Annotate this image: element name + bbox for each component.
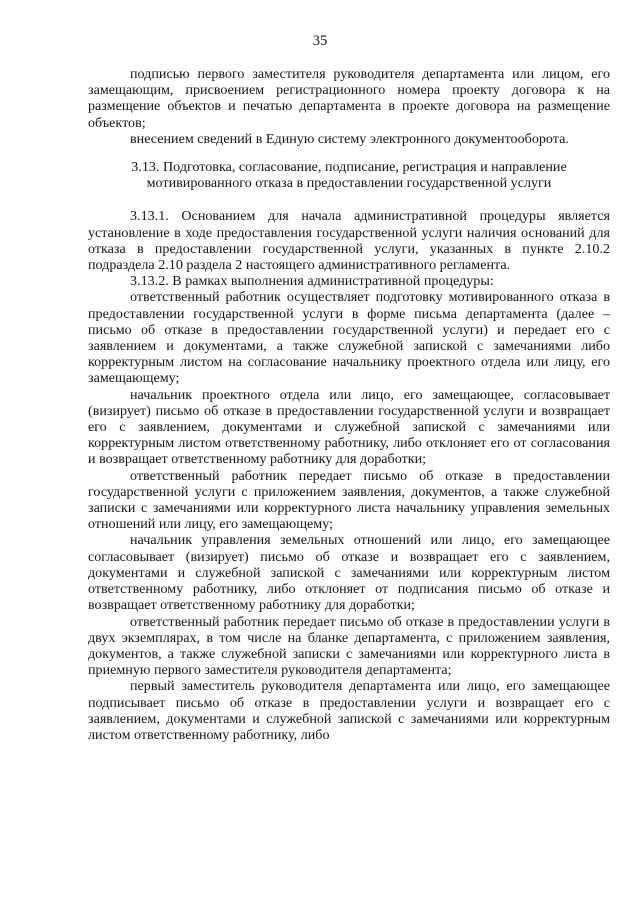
section-heading: 3.13. Подготовка, согласование, подписание, регистрация и направление мотивированного отказа в предоставлении государственной услуги xyxy=(131,159,567,192)
document-body xyxy=(88,66,610,743)
paragraph: внесением сведений в Единую систему электронного документооборота. xyxy=(130,130,569,147)
paragraph: начальник проектного отдела или лицо, его замещающее, согласовывает (визирует) письмо об отказе в предоставлении государственной услуги и возвращает его с заявлением, документами и служебной запиской с замечаниями или корректурным листом ответственному работнику, либо отклоняет его от согласования и возвращает ответственному работнику для доработки; xyxy=(88,386,610,468)
paragraph: 3.13.2. В рамках выполнения административной процедуры: xyxy=(130,273,494,290)
paragraph: первый заместитель руководителя департамента или лицо, его замещающее подписывает письмо об отказе в предоставлении услуги и возвращает его с заявлением, документами и служебной запиской с замечаниями или корректурным листом ответственному работнику, либо xyxy=(88,678,610,743)
paragraph: 3.13.1. Основанием для начала административной процедуры является установление в ходе предоставления государственной услуги наличия оснований для отказа в предоставлении государственной услуги, указанных в пункте 2.10.2 подраздела 2.10 раздела 2 настоящего административного регламента. xyxy=(88,208,610,274)
paragraph: ответственный работник передает письмо об отказе в предоставлении государственной услуги с приложением заявления, документов, а также служебной записки с замечаниями или корректурного листа начальнику управления земельных отношений или лицу, его замещающему; xyxy=(88,467,610,533)
paragraph: ответственный работник передает письмо об отказе в предоставлении услуги в двух экземплярах, в том числе на бланке департамента, с приложением заявления, документов, а также служебной записки с замечаниями или корректурного листа в приемную первого заместителя руководителя департамента; xyxy=(88,613,610,679)
paragraph: подписью первого заместителя руководителя департамента или лицом, его замещающим, присвоением регистрационного номера проекту договора к на размещение объектов и печатью департамента в проекте договора на размещение объектов; xyxy=(88,66,610,131)
paragraph: ответственный работник осуществляет подготовку мотивированного отказа в предоставлении государственной услуги в форме письма департамента (далее – письмо об отказе в предоставлении государственной услуги) и передает его с заявлением и документами, а также служебной запиской с замечаниями либо корректурным листом на согласование начальнику проектного отдела или лицу, его замещающему; xyxy=(88,289,610,387)
page-number: 35 xyxy=(312,33,328,49)
paragraph: начальник управления земельных отношений или лицо, его замещающее согласовывает (визирует) письмо об отказе и возвращает его с заявлением, документами и служебной запиской с замечаниями или корректурным листом ответственному работнику, либо отклоняет от подписания письмо об отказе и возвращает ответственному работнику для доработки; xyxy=(88,532,610,614)
